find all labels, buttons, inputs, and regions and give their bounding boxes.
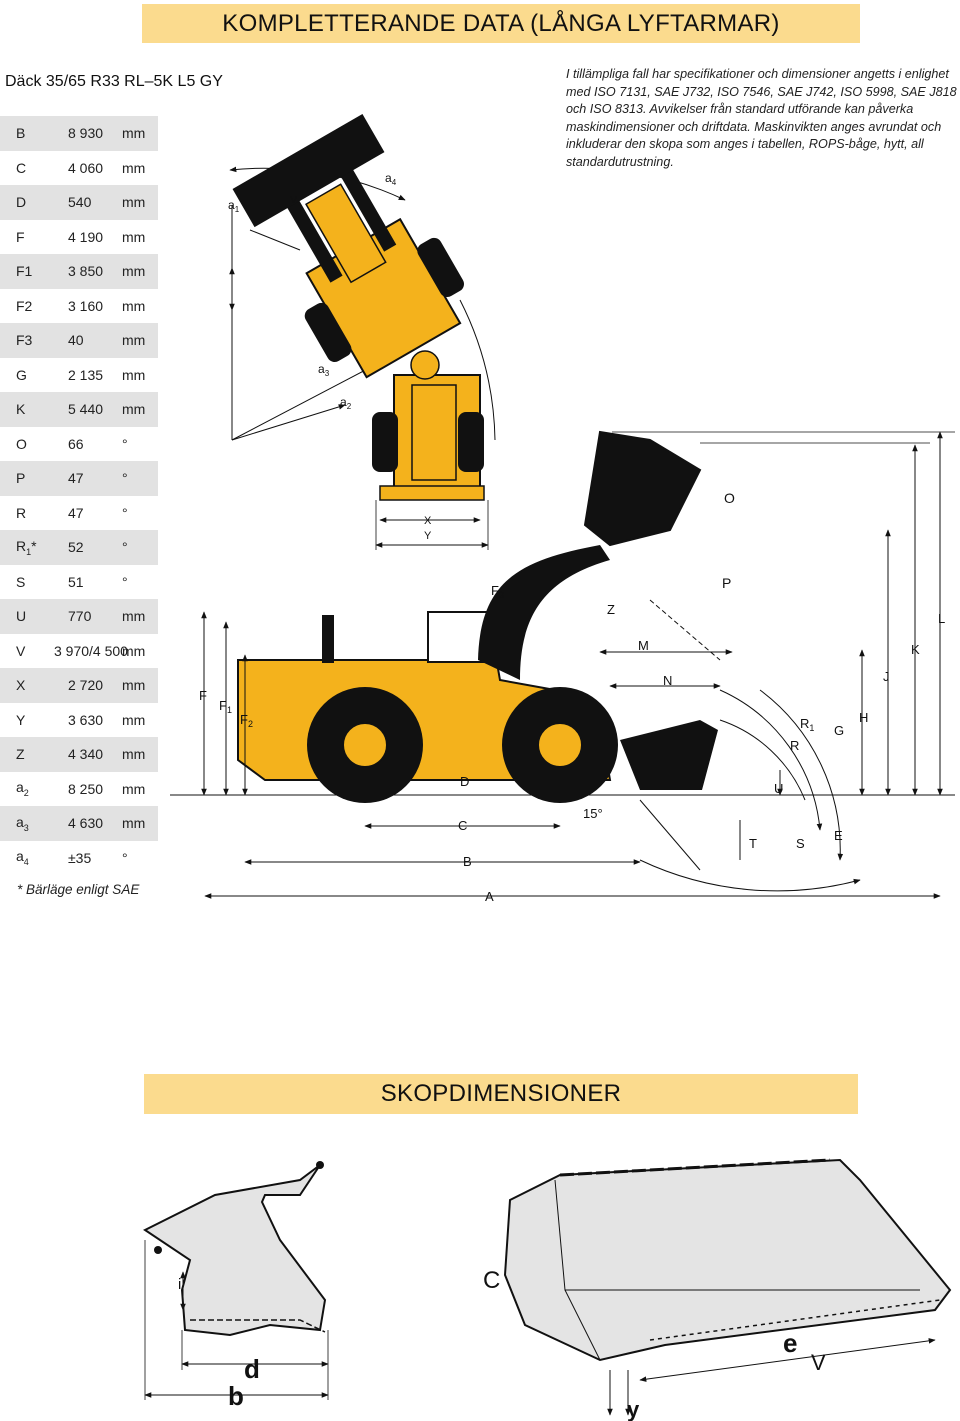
spec-unit: mm xyxy=(122,642,146,659)
spec-label: O xyxy=(16,435,27,452)
svg-text:P: P xyxy=(722,575,732,591)
spec-unit: mm xyxy=(122,401,146,418)
svg-text:e: e xyxy=(783,1328,798,1358)
svg-text:a3: $a_3$ xyxy=(318,362,330,378)
spec-label: $a_3$ xyxy=(16,813,29,833)
svg-text:M: M xyxy=(638,638,649,653)
spec-value: 47 xyxy=(68,470,84,487)
bucket-section-title: SKOPDIMENSIONER xyxy=(380,1080,622,1107)
svg-text:U: U xyxy=(774,781,784,796)
svg-text:X: X xyxy=(424,515,432,527)
spec-value: 4 060 xyxy=(68,159,104,176)
svg-text:H: H xyxy=(859,710,869,725)
spec-value: 3 850 xyxy=(68,263,104,280)
footnote: * Bärläge enligt SAE xyxy=(17,882,140,897)
spec-value: 5 440 xyxy=(68,401,104,418)
svg-text:d: d xyxy=(244,1354,260,1384)
spec-value: 66 xyxy=(68,435,84,452)
spec-unit: mm xyxy=(122,332,146,349)
bucket-section-banner xyxy=(144,1074,858,1114)
spec-label: F xyxy=(16,228,25,245)
spec-unit: mm xyxy=(122,677,146,694)
top-view-machine xyxy=(230,112,495,550)
svg-text:a4: $a_4$ xyxy=(385,171,397,187)
spec-value: 540 xyxy=(68,194,92,211)
spec-label: G xyxy=(16,366,27,383)
svg-text:F1: $F_1$ xyxy=(219,698,232,715)
spec-value: 4 340 xyxy=(68,746,104,763)
svg-text:y: y xyxy=(627,1397,640,1421)
spec-value: 51 xyxy=(68,573,84,590)
spec-value: 4 630 xyxy=(68,815,104,832)
spec-value: 8 250 xyxy=(68,780,104,797)
svg-text:a2: $a_2$ xyxy=(340,395,352,411)
spec-unit: mm xyxy=(122,297,146,314)
svg-text:B: B xyxy=(463,854,472,869)
tyre-title: Däck 35/65 R33 RL–5K L5 GY xyxy=(5,73,223,90)
spec-label: D xyxy=(16,194,27,211)
spec-unit: ° xyxy=(122,539,128,556)
spec-value: 770 xyxy=(68,608,92,625)
spec-label: X xyxy=(16,677,26,694)
spec-unit: mm xyxy=(122,780,146,797)
spec-label: K xyxy=(16,401,26,418)
svg-text:R: R xyxy=(790,738,800,753)
spec-unit: mm xyxy=(122,746,146,763)
spec-label: U xyxy=(16,608,27,625)
spec-label: S xyxy=(16,573,26,590)
spec-unit: mm xyxy=(122,608,146,625)
spec-unit: mm xyxy=(122,815,146,832)
svg-text:V: V xyxy=(811,1350,826,1375)
svg-text:S: S xyxy=(796,836,805,851)
bucket-side-profile xyxy=(145,1161,328,1400)
spec-unit: mm xyxy=(122,366,146,383)
svg-text:K: K xyxy=(911,642,920,657)
spec-value: 40 xyxy=(68,332,84,349)
spec-label: B xyxy=(16,125,26,142)
svg-text:E: E xyxy=(834,828,843,843)
spec-label: Z xyxy=(16,746,25,763)
spec-value: ±35 xyxy=(68,849,92,866)
spec-value: 8 930 xyxy=(68,125,104,142)
svg-text:C: C xyxy=(458,818,468,833)
svg-text:C: C xyxy=(483,1267,501,1294)
spec-unit: ° xyxy=(122,470,128,487)
svg-text:J: J xyxy=(883,669,890,684)
spec-value: 2 135 xyxy=(68,366,104,383)
svg-text:R1: $R_1$ xyxy=(800,716,815,733)
spec-label: F1 xyxy=(16,263,33,280)
spec-label: C xyxy=(16,159,27,176)
svg-text:F3: $F_3$ xyxy=(491,583,504,600)
spec-label: Y xyxy=(16,711,26,728)
rear-left-tyre xyxy=(372,412,398,472)
spec-value: 4 190 xyxy=(68,228,104,245)
svg-text:L: L xyxy=(938,611,946,626)
spec-label: V xyxy=(16,642,26,659)
standards-note: I tillämpliga fall har specifikationer och dimensioner angetts i enlighet med ISO 7131, SAE J732, ISO 7546, SAE J742, ISO 5998, SAE J818 och ISO 8313. Avvikelser från standard utförande kan påverka maskindimensioner och driftdata. Maskinvikten anges avrundat och inkluderar den skopa som anges i tabellen, ROPS-båge, hytt, all standardutrustning. xyxy=(566,67,957,169)
page-title: KOMPLETTERANDE DATA (LÅNGA LYFTARMAR) xyxy=(222,9,780,37)
svg-text:O: O xyxy=(724,490,735,506)
svg-text:T: T xyxy=(749,836,757,851)
side-view-machine xyxy=(170,432,955,896)
spec-unit: mm xyxy=(122,194,146,211)
svg-text:F: F xyxy=(199,688,207,703)
spec-value: 52 xyxy=(68,539,84,556)
spec-label: $a_2$ xyxy=(16,779,29,799)
spec-unit: mm xyxy=(122,228,146,245)
spec-unit: mm xyxy=(122,263,146,280)
spec-unit: ° xyxy=(122,435,128,452)
spec-unit: mm xyxy=(122,711,146,728)
rear-right-tyre xyxy=(458,412,484,472)
spec-value: 47 xyxy=(68,504,84,521)
spec-unit: ° xyxy=(122,573,128,590)
svg-text:15°: 15° xyxy=(583,806,603,821)
svg-text:F2: $F_2$ xyxy=(240,712,253,729)
spec-label: $a_4$ xyxy=(16,848,29,868)
svg-text:Y: Y xyxy=(424,530,432,542)
svg-text:i: i xyxy=(178,1276,182,1293)
spec-label: $R_1*$ xyxy=(16,537,37,557)
spec-unit: ° xyxy=(122,504,128,521)
spec-label: P xyxy=(16,470,26,487)
svg-text:V: V xyxy=(290,194,298,206)
svg-text:A: A xyxy=(485,889,494,904)
spec-label: F2 xyxy=(16,297,33,314)
svg-text:a1: $a_1$ xyxy=(228,198,240,214)
spec-label: F3 xyxy=(16,332,33,349)
bucket-front-view xyxy=(505,1160,950,1415)
spec-unit: ° xyxy=(122,849,128,866)
svg-text:Z: Z xyxy=(607,602,615,617)
raised-bucket xyxy=(585,432,700,545)
spec-unit: mm xyxy=(122,159,146,176)
spec-value: 3 630 xyxy=(68,711,104,728)
spec-unit: mm xyxy=(122,125,146,142)
spec-label: R xyxy=(16,504,27,521)
svg-text:G: G xyxy=(834,723,845,738)
exhaust-pipe xyxy=(322,615,334,663)
spec-value: 3 970/4 500 xyxy=(54,642,128,659)
spec-value: 2 720 xyxy=(68,677,104,694)
svg-text:N: N xyxy=(663,673,673,688)
lift-arm xyxy=(478,545,610,680)
spec-value: 3 160 xyxy=(68,297,104,314)
svg-text:D: D xyxy=(460,774,470,789)
svg-text:b: b xyxy=(228,1381,244,1411)
lowered-bucket xyxy=(620,720,718,790)
